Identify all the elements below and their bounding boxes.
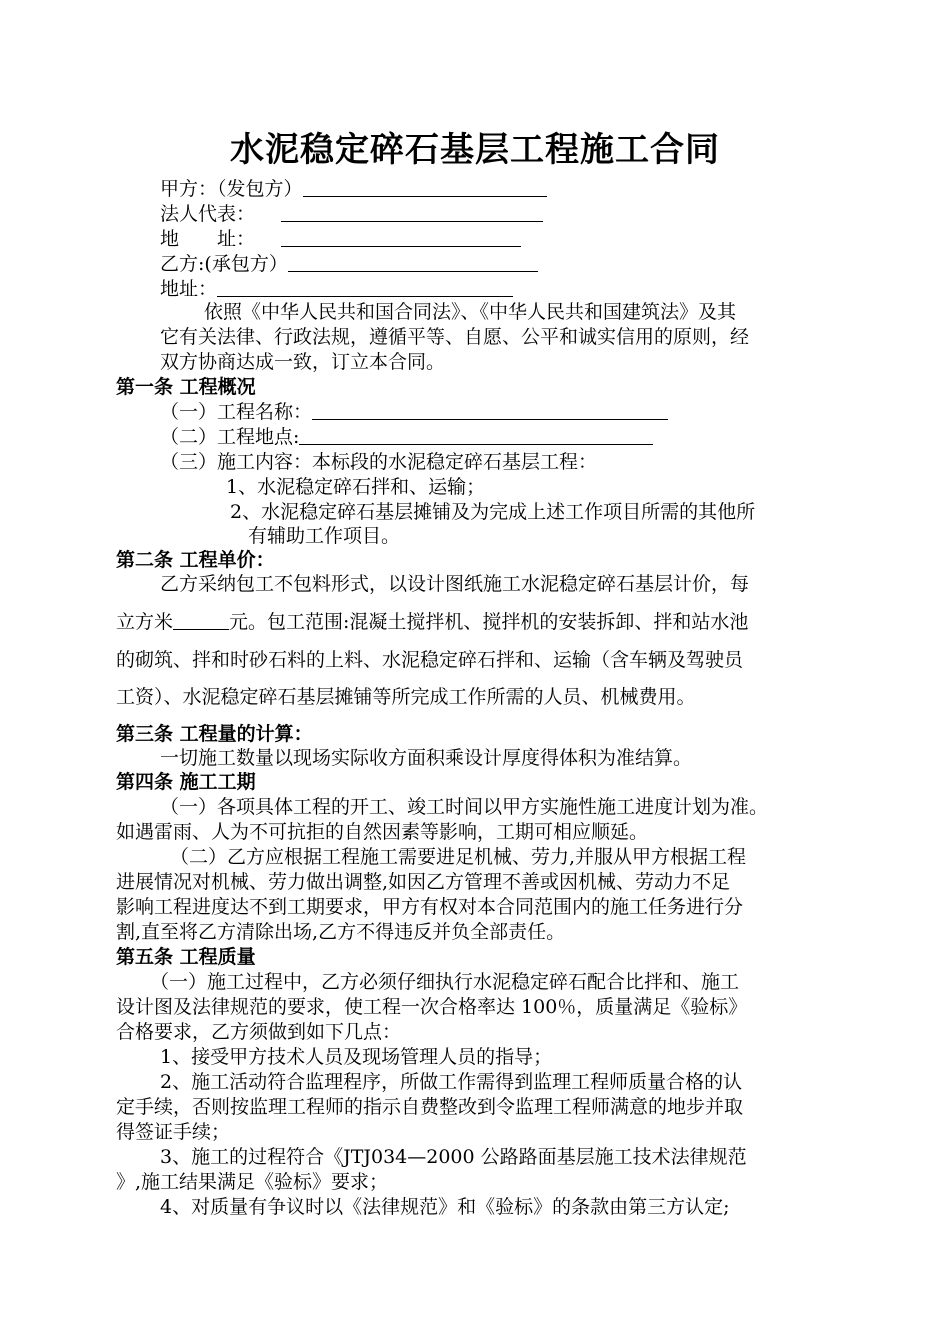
- party-b-blank[interactable]: [288, 252, 538, 272]
- article-3-heading: 第三条 工程量的计算：: [116, 723, 313, 745]
- preamble-line-3: 双方协商达成一致，订立本合同。: [160, 351, 446, 373]
- project-location-blank[interactable]: [299, 425, 653, 445]
- article-4-heading: 第四条 施工工期: [116, 771, 256, 793]
- project-name-blank[interactable]: [312, 400, 668, 420]
- unit-price-suffix: 元。包工范围:混凝土搅拌机、搅拌机的安装拆卸、拌和站水池: [229, 611, 749, 633]
- legal-rep-label: 法人代表：: [160, 203, 256, 225]
- address-b-blank[interactable]: [217, 277, 513, 297]
- unit-price-line-3: 的砌筑、拌和时砂石料的上料、水泥稳定碎石拌和、运输（含车辆及驾驶员: [116, 649, 744, 671]
- quality-line-8: 3、施工的过程符合《JTJ034—2000 公路路面基层施工技术法律规范: [160, 1146, 747, 1168]
- address-a-label: 地 址：: [160, 228, 256, 250]
- preamble-line-2: 它有关法律、行政法规，遵循平等、自愿、公平和诚实信用的原则，经: [160, 326, 750, 348]
- quality-line-4: 1、接受甲方技术人员及现场管理人员的指导；: [160, 1046, 553, 1068]
- quality-line-2: 设计图及法律规范的要求，使工程一次合格率达 100％，质量满足《验标》: [116, 996, 748, 1018]
- schedule-line-5: 影响工程进度达不到工期要求，甲方有权对本合同范围内的施工任务进行分: [116, 896, 744, 918]
- address-a-line: [160, 227, 521, 252]
- quantity-line-1: 一切施工数量以现场实际收方面积乘设计厚度得体积为准结算。: [160, 747, 693, 769]
- schedule-line-3: （二）乙方应根据工程施工需要进足机械、劳力,并服从甲方根据工程: [170, 846, 747, 868]
- quality-line-9: 》,施工结果满足《验标》要求；: [116, 1171, 389, 1193]
- address-b-line: [160, 277, 513, 302]
- quality-line-7: 得签证手续；: [116, 1121, 231, 1143]
- unit-price-blank[interactable]: [173, 610, 229, 630]
- party-a-blank[interactable]: [303, 177, 547, 197]
- party-b-line: [160, 252, 538, 277]
- project-location-line: [160, 425, 653, 450]
- content-item-2: 2、水泥稳定碎石基层摊铺及为完成上述工作项目所需的其他所: [230, 501, 756, 523]
- party-b-label: 乙方:(承包方）: [160, 253, 288, 275]
- unit-price-prefix: 立方米: [116, 611, 174, 633]
- content-item-2-cont: 有辅助工作项目。: [248, 525, 401, 547]
- quality-line-6: 定手续，否则按监理工程师的指示自费整改到令监理工程师满意的地步并取: [116, 1096, 744, 1118]
- schedule-line-4: 进展情况对机械、劳力做出调整,如因乙方管理不善或因机械、劳动力不足: [116, 871, 731, 893]
- schedule-line-1: （一）各项具体工程的开工、竣工时间以甲方实施性施工进度计划为准。: [160, 796, 769, 818]
- quality-line-3: 合格要求，乙方须做到如下几点：: [116, 1021, 402, 1043]
- legal-rep-blank[interactable]: [281, 202, 543, 222]
- address-b-label: 地址：: [160, 278, 218, 300]
- quality-line-5: 2、施工活动符合监理程序，所做工作需得到监理工程师质量合格的认: [160, 1071, 743, 1093]
- project-location-label: （二）工程地点:: [160, 426, 300, 448]
- construction-content: （三）施工内容：本标段的水泥稳定碎石基层工程：: [160, 451, 598, 473]
- party-a-line: [160, 177, 547, 202]
- unit-price-line-4: 工资）、水泥稳定碎石基层摊铺等所完成工作所需的人员、机械费用。: [116, 686, 696, 708]
- content-item-1: 1、水泥稳定碎石拌和、运输；: [226, 476, 486, 498]
- document-title: 水泥稳定碎石基层工程施工合同: [230, 130, 720, 170]
- preamble-line-1: 依照《中华人民共和国合同法》、《中华人民共和国建筑法》及其: [204, 301, 737, 323]
- article-2-heading: 第二条 工程单价：: [116, 549, 275, 571]
- party-a-label: 甲方：（发包方）: [160, 178, 303, 200]
- schedule-line-6: 割,直至将乙方清除出场,乙方不得违反并负全部责任。: [116, 921, 566, 943]
- unit-price-line-1: 乙方采纳包工不包料形式，以设计图纸施工水泥稳定碎石基层计价，每: [160, 573, 750, 595]
- unit-price-line-2: [116, 610, 748, 635]
- project-name-label: （一）工程名称：: [160, 401, 313, 423]
- schedule-line-2: 如遇雷雨、人为不可抗拒的自然因素等影响，工期可相应顺延。: [116, 821, 649, 843]
- address-a-blank[interactable]: [281, 227, 521, 247]
- quality-line-1: （一）施工过程中，乙方必须仔细执行水泥稳定碎石配合比拌和、施工: [150, 971, 740, 993]
- legal-rep-line: [160, 202, 543, 227]
- article-1-heading: 第一条 工程概况: [116, 376, 256, 398]
- quality-line-10: 4、对质量有争议时以《法律规范》和《验标》的条款由第三方认定;: [160, 1196, 730, 1218]
- project-name-line: [160, 400, 668, 425]
- article-5-heading: 第五条 工程质量: [116, 946, 256, 968]
